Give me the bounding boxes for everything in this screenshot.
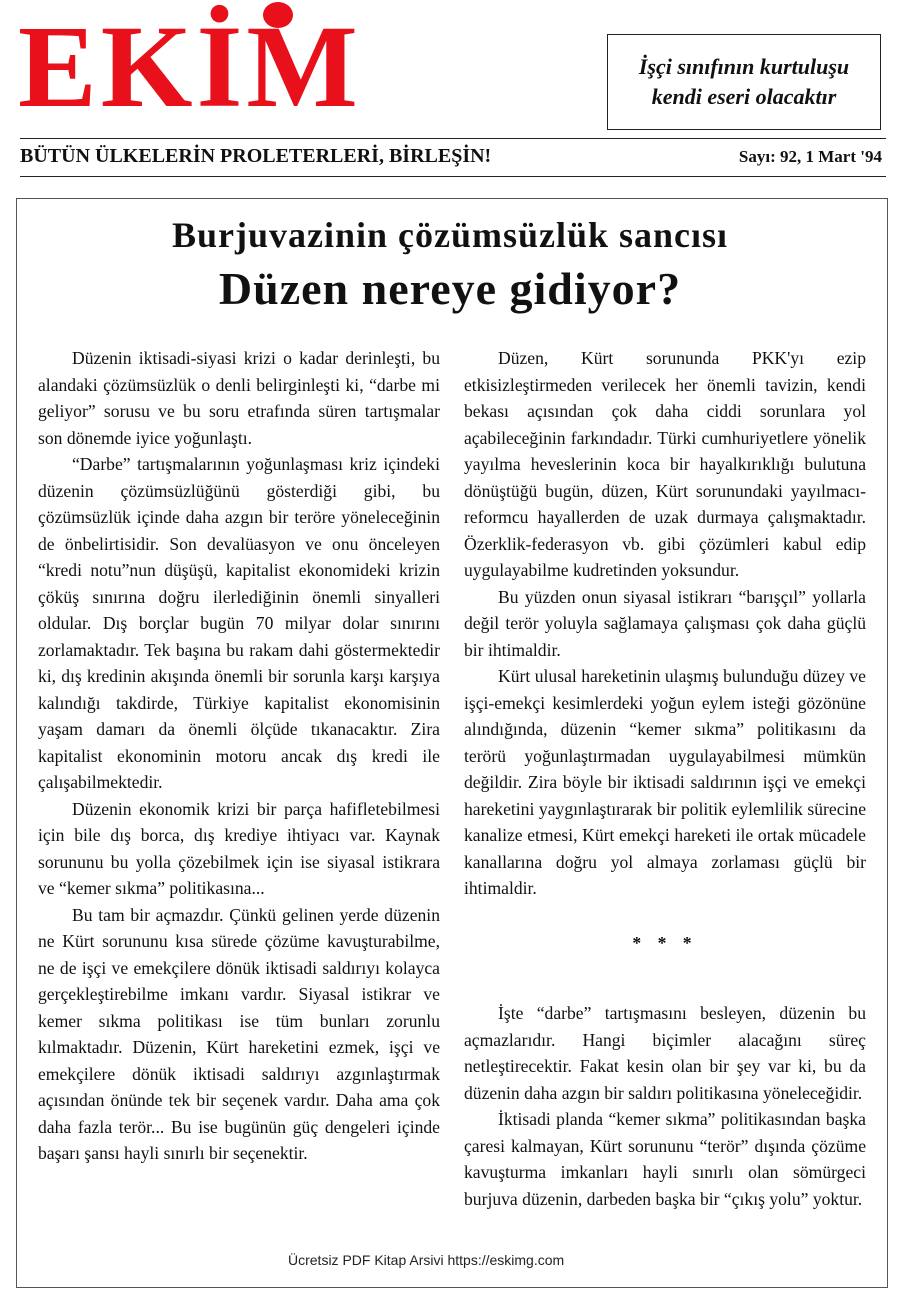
right-column xyxy=(464,345,866,1212)
left-column xyxy=(38,345,440,1167)
paragraph: Düzen, Kürt sorununda PKK'yı ezip etkisizleştirmeden verilecek her önemli tavizin, kendi bekası açısından çok daha ciddi sorunlara yol açabileceğinin farkındadır. Türki cumhuriyetlere yönelik yayılma heveslerinin koca bir hayalkırıklığı bulutuna dönüştüğü bugün, düzen, Kürt sorunundaki yayılmacı-reformcu hayallerden de uzak durmaya çalışmaktadır. Özerklik-federasyon vb. gibi çözümleri kabul edip uygulayabilme kudretinden yoksundur. xyxy=(464,348,866,580)
motto-box xyxy=(607,34,881,130)
paragraph: Bu yüzden onun siyasal istikrarı “barışçıl” yollarla değil terör yoluyla sağlamaya çalışması çok daha güçlü bir ihtimaldir. xyxy=(464,586,866,660)
section-separator: * * * xyxy=(632,932,698,953)
paragraph: İşte “darbe” tartışmasını besleyen, düzenin bu açmazlarıdır. Hangi biçimler alacağını süreç netleştirecektir. Fakat kesin olan bir şey var ki, bu da düzenin daha azgın bir saldırı politikasına yöneleceğidir. xyxy=(464,1003,866,1103)
top-rule xyxy=(20,138,886,139)
watermark-text: Ücretsiz PDF Kitap Arsivi https://eskimg.com xyxy=(288,1252,565,1268)
logo: EKİM xyxy=(18,1,362,132)
paragraph: “Darbe” tartışmalarının yoğunlaşması kriz içindeki düzenin çözümsüzlüğünü gösterdiği gibi, bu çözümsüzlük içinde daha azgın bir teröre yöneleceğinin de önbelirtisidir. Son devalüasyon ve onu önceleyen “kredi notu”nun düşüşü, kapitalist ekonomideki krizin çöküş sınırına doğru ilerlediğinin önemli sinyalleri oldular. Dış borçlar bugün 70 milyar dolar sınırını zorlamaktadır. Tek başına bu rakam dahi göstermektedir ki, dış kredinin akışında önemli bir sorunla karşı karşıya kalındığı takdirde, Türkiye kapitalist ekonomisinin yaşam damarı da önemli ölçüde tıkanacaktır. Zira kapitalist ekonominin motoru ancak dış kredi ile çalışabilmektedir. xyxy=(38,454,440,792)
motto-line-1: İşçi sınıfının kurtuluşu xyxy=(638,54,850,79)
paragraph: Düzenin iktisadi-siyasi krizi o kadar derinleşti, bu alandaki çözümsüzlük o denli belirginleşti ki, “darbe mi geliyor” sorusu ve bu soru etrafında süren tartışmalar son dönemde iyice yoğunlaştı. xyxy=(38,348,440,448)
paragraph: Düzenin ekonomik krizi bir parça hafifletebilmesi için bile dış borca, dış krediye ihtiyacı var. Kaynak sorununu bu yolla çözebilmek için ise siyasal istikrara ve “kemer sıkma” politikasına... xyxy=(38,798,440,898)
issue-info: Sayı: 92, 1 Mart '94 xyxy=(738,147,882,166)
paragraph: Bu tam bir açmazdır. Çünkü gelinen yerde düzenin ne Kürt sorununu kısa sürede çözüme kavuşturabilme, ne de işçi ve emekçilere dönük iktisadi saldırıyı kolayca gerçekleştirebilme imkanı vardır. Siyasal istikrar ve kemer sıkma politikası ise tüm bunları zorunlu kılmaktadır. Düzenin, Kürt hareketini ezmek, işçi ve emekçilere dönük iktisadi saldırıyı azgınlaştırmak açısından önünde tek bir seçenek vardır. Daha ama çok daha fazla terör... Bu ise bugünün güç dengeleri içinde başarı şansı hayli sınırlı bir seçenektir. xyxy=(38,904,440,1163)
article-kicker: Burjuvazinin çözümsüzlük sancısı xyxy=(171,215,729,255)
masthead xyxy=(0,0,900,140)
article-headline: Düzen nereye gidiyor? xyxy=(218,263,682,314)
motto-line-2: kendi eseri olacaktır xyxy=(651,84,837,109)
bottom-rule xyxy=(20,176,886,177)
paragraph: Kürt ulusal hareketinin ulaşmış bulunduğu düzey ve işçi-emekçi kesimlerdeki yoğun eylem isteği gözönüne alındığında, düzenin “kemer sıkma” politikasını da terörü yoğunlaştırmadan uygulayabilmesi mümkün değildir. Zira böyle bir iktisadi saldırının işçi ve emekçi hareketini yaygınlaştırarak bir politik eylemlilik sürecine kanalize etmesi, Kürt emekçi hareketi ile ortak mücadele kanallarına doğru yol almaya zorlaması güçlü bir ihtimaldir. xyxy=(464,666,866,898)
slogan: BÜTÜN ÜLKELERİN PROLETERLERİ, BİRLEŞİN! xyxy=(20,145,492,167)
paragraph: İktisadi planda “kemer sıkma” politikasından başka çaresi kalmayan, Kürt sorununu “terör” dışında çözüme kavuşturma imkanları hayli sınırlı olan sömürgeci burjuva düzenin, darbeden başka bir “çıkış yolu” yoktur. xyxy=(464,1109,866,1209)
